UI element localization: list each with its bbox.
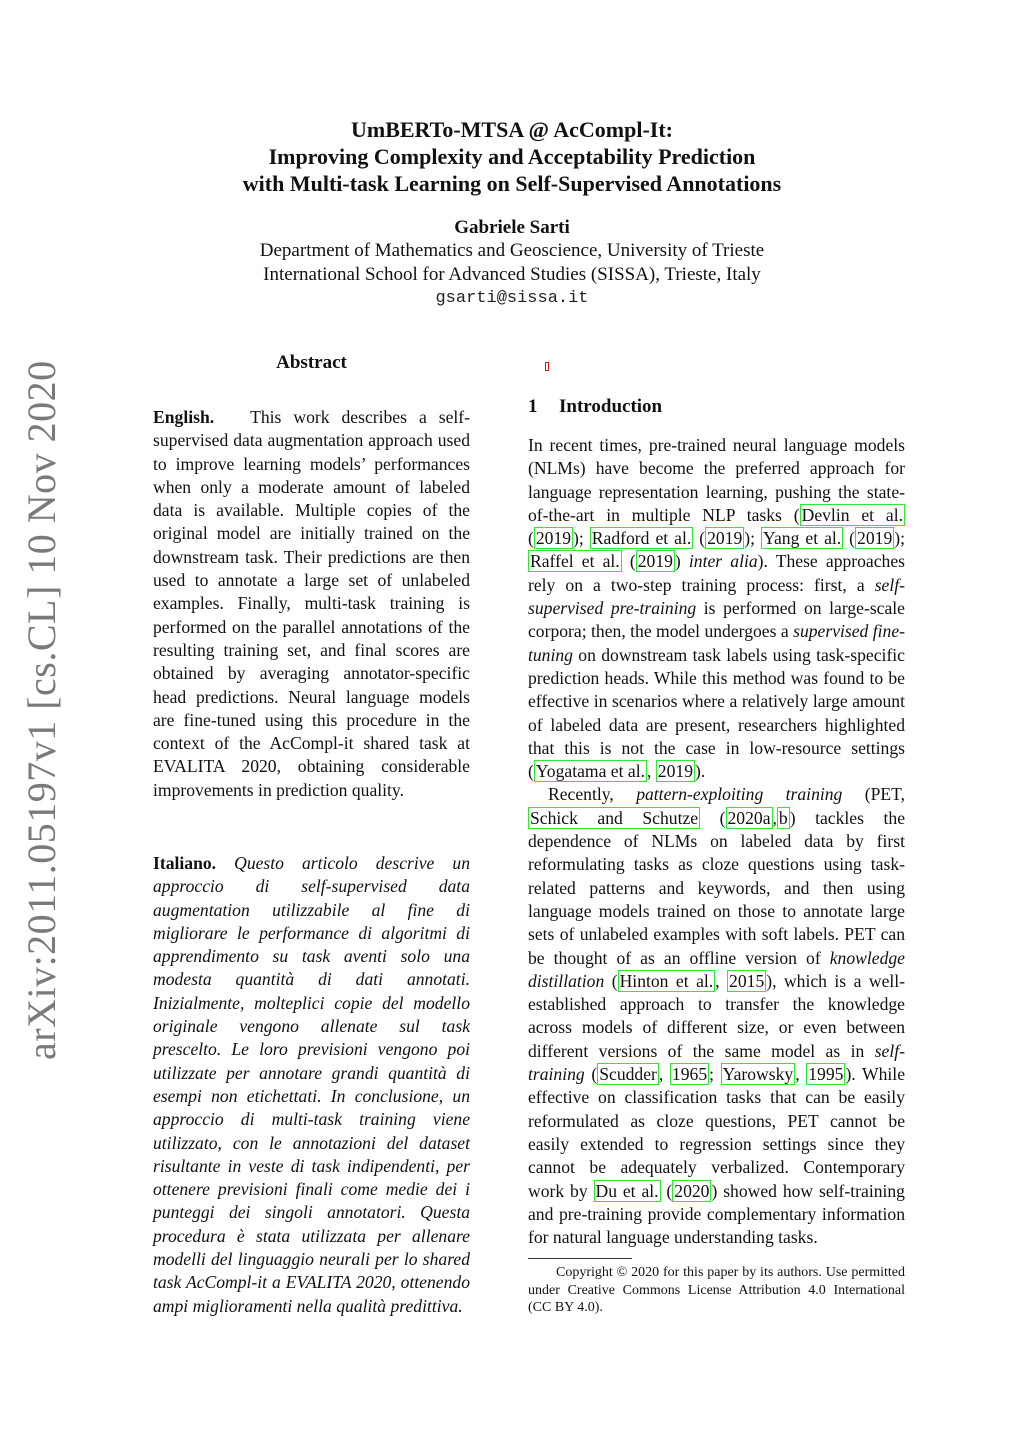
- paper-title-line-3: with Multi-task Learning on Self-Supervised Annotations: [242, 171, 782, 196]
- text-run: (: [584, 1064, 598, 1085]
- citation-link[interactable]: Yogatama et al.: [535, 761, 645, 782]
- text-run: ;: [709, 1064, 721, 1085]
- citation-link[interactable]: 2019: [707, 528, 743, 549]
- citation-link[interactable]: 1995: [808, 1064, 844, 1085]
- text-run: (: [700, 807, 726, 828]
- section-title: Introduction: [559, 396, 663, 417]
- text-run: ). While effective on classification tasks that can be easily reformulated as cloze questions, PET cannot be easily extended to regression settings since they cannot be adequately verbalized. Contemporary work by: [528, 1064, 906, 1201]
- text-run: ,: [715, 970, 728, 991]
- text-run: ), which is a well-established approach to transfer the knowledge across models of different size, or even between different versions of the same model as in: [528, 970, 906, 1061]
- citation-link[interactable]: 2020a: [727, 807, 771, 828]
- emphasis: inter alia: [688, 551, 758, 572]
- citation-link[interactable]: Scudder: [599, 1064, 657, 1085]
- text-run: ,: [795, 1064, 807, 1085]
- abstract-heading: Abstract: [276, 352, 347, 373]
- citation-link[interactable]: Radford et al.: [591, 528, 692, 549]
- citation-link[interactable]: 2019: [657, 761, 693, 782]
- citation-link[interactable]: 1965: [671, 1064, 708, 1085]
- emphasis: self-supervised pre-training: [528, 574, 905, 619]
- text-run: (: [604, 970, 618, 991]
- text-run: ) tackles the dependence of NLMs on labeled data by first reformulating tasks as cloze questions using task-related patterns and keywords, and then using language models trained on those to annotate large sets of unlabeled examples with soft labels. PET can be thought of as an offline version of: [528, 807, 905, 968]
- emphasis: knowledge distillation: [528, 947, 905, 991]
- emphasis: self-training: [528, 1040, 905, 1085]
- text-run: );: [744, 528, 762, 549]
- text-run: ) showed how self-training and pre-training provide complementary information for natural language understanding tasks.: [528, 1180, 905, 1248]
- text-run: (: [621, 551, 636, 572]
- citation-link[interactable]: Yang et al.: [763, 528, 842, 549]
- text-run: );: [894, 528, 905, 549]
- citation-link[interactable]: 2019: [637, 551, 673, 572]
- section-heading-introduction: [528, 396, 662, 418]
- citation-link[interactable]: Du et al.: [595, 1180, 659, 1201]
- text-run: In recent times, pre-trained neural language models (NLMs) have become the preferred approach for language representation learning, pushing the state-of-the-art in multiple NLP tasks (: [528, 435, 905, 525]
- copyright-footnote: [528, 1264, 905, 1317]
- intro-paragraph-1: [528, 434, 905, 783]
- citation-link[interactable]: Yarowsky: [722, 1064, 794, 1085]
- text-run: (PET,: [842, 784, 905, 805]
- emphasis: pattern-exploiting training: [636, 784, 843, 805]
- footnote-marker-icon[interactable]: [545, 362, 549, 371]
- abstract-english: [153, 406, 470, 802]
- paper-header: [0, 116, 1024, 308]
- text-run: on downstream task labels using task-specific prediction heads. While this method was found to be effective in scenarios where a relatively large amount of labeled data are present, researchers highlighted that this is not the case in low-resource settings (: [528, 644, 905, 782]
- citation-link[interactable]: b: [778, 807, 788, 828]
- italian-label: Italiano.: [153, 853, 217, 873]
- emphasis: supervised fine-tuning: [528, 621, 905, 665]
- arxiv-identifier-stamp: arXiv:2011.05197v1 [cs.CL] 10 Nov 2020: [19, 360, 64, 1060]
- paper-title-line-1: UmBERTo-MTSA @ AcCompl-It:: [350, 117, 673, 142]
- text-run: (: [528, 528, 534, 549]
- citation-link[interactable]: 2020: [674, 1180, 710, 1201]
- citation-link[interactable]: 2015: [729, 970, 765, 991]
- introduction-body: [528, 434, 905, 1249]
- author-name: Gabriele Sarti: [454, 217, 570, 238]
- text-run: ).: [694, 761, 706, 782]
- author-affiliation-1: Department of Mathematics and Geoscience, University of Trieste: [259, 240, 765, 261]
- text-run: ): [674, 551, 689, 572]
- abstract-italian: [153, 852, 470, 1318]
- text-run: (: [843, 528, 856, 549]
- text-run: Recently,: [548, 784, 637, 805]
- section-number: 1: [528, 396, 538, 417]
- english-abstract-text: This work describes a self-supervised data augmentation approach used to improve learning models’ performances when only a moderate amount of labeled data is available. Multiple copies of the original model are initially trained on the downstream task. Their predictions are then used to annotate a large set of unlabeled examples. Finally, multi-task training is performed on the parallel annotations of the resulting training set, and final scores are obtained by averaging annotator-specific head predictions. Neural language models are fine-tuned using this procedure in the context of the AcCompl-it shared task at EVALITA 2020, obtaining considerable improvements in prediction quality.: [153, 407, 471, 800]
- citation-link[interactable]: 2019: [535, 528, 572, 549]
- english-label: English.: [153, 407, 215, 427]
- text-run: is performed on large-scale corpora; then, the model undergoes a: [528, 598, 905, 642]
- citation-link[interactable]: Devlin et al.: [801, 504, 903, 525]
- text-run: ,: [772, 807, 777, 828]
- text-run: ). These approaches rely on a two-step training process: first, a: [528, 551, 906, 595]
- citation-link[interactable]: Raffel et al.: [530, 551, 620, 572]
- text-run: );: [573, 528, 590, 549]
- author-email[interactable]: gsarti@sissa.it: [435, 289, 589, 308]
- text-run: ,: [647, 761, 656, 782]
- footnote-text: Copyright © 2020 for this paper by its authors. Use permitted under Creative Commons License Attribution 4.0 International (CC BY 4.0).: [528, 1265, 905, 1315]
- text-run: ,: [658, 1064, 670, 1085]
- italian-abstract-text: Questo articolo descrive un approccio di self-supervised data augmentation utilizzabile al fine di migliorare le performance di algoritmi di apprendimento su task aventi solo una modesta quantità di dati annotati. Inizialmente, molteplici copie del modello originale vengono allenate sul task prescelto. Le loro previsioni vengono poi utilizzate per annotare grandi quantità di esempi non etichettati. In conclusione, un approccio di multi-task training viene utilizzato, con le annotazioni del dataset risultante in veste di task indipendenti, per ottenere previsioni finali come medie dei i punteggi dei singoli annotatori. Questa procedura è stata utilizzata per allenare modelli del linguaggio neurali per lo shared task AcCompl-it a EVALITA 2020, ottenendo ampi miglioramenti nella qualità predittiva.: [153, 853, 470, 1316]
- citation-link[interactable]: 2019: [857, 528, 893, 549]
- citation-link[interactable]: Schick and Schutze: [530, 807, 699, 828]
- intro-paragraph-2: [528, 783, 905, 1249]
- author-affiliation-2: International School for Advanced Studies (SISSA), Trieste, Italy: [263, 264, 761, 285]
- text-run: (: [660, 1180, 673, 1201]
- paper-title-line-2: Improving Complexity and Acceptability Prediction: [268, 144, 756, 169]
- footnote-divider: [528, 1258, 632, 1259]
- text-run: (: [693, 528, 706, 549]
- citation-link[interactable]: Hinton et al.: [619, 970, 714, 991]
